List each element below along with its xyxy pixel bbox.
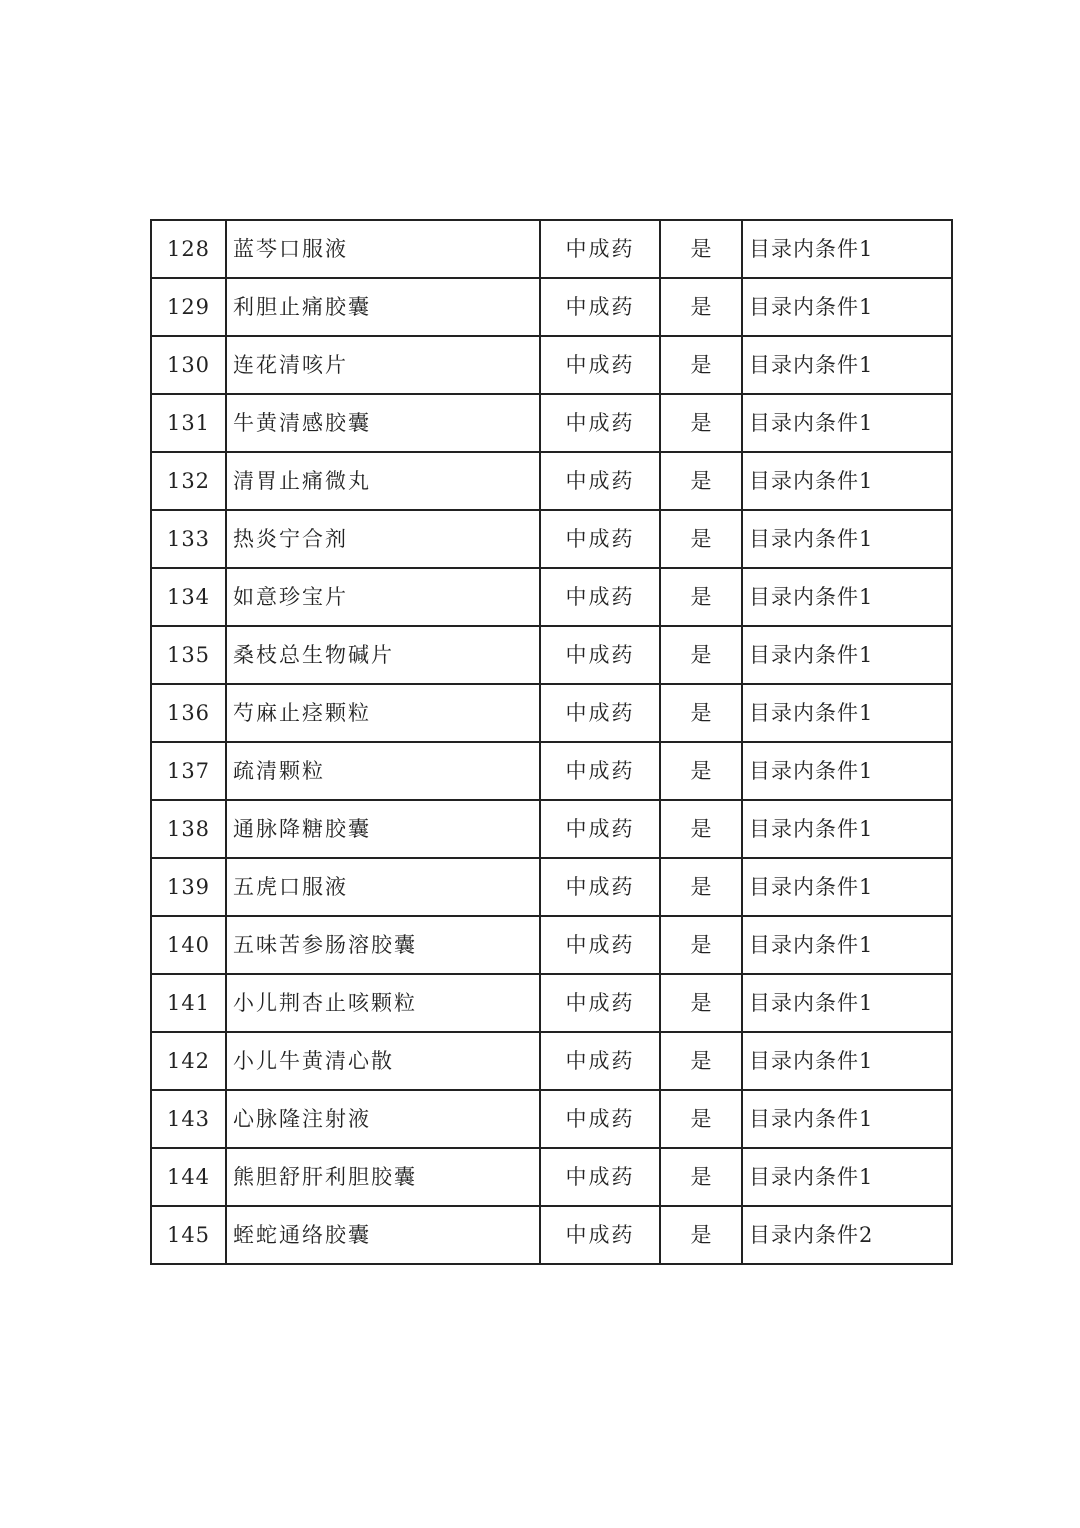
- drug-name: 五虎口服液: [226, 858, 540, 916]
- row-number: 143: [151, 1090, 226, 1148]
- table-row: [151, 626, 952, 684]
- drug-type: 中成药: [540, 626, 660, 684]
- drug-name: 牛黄清感胶囊: [226, 394, 540, 452]
- row-number: 145: [151, 1206, 226, 1264]
- drug-type: 中成药: [540, 742, 660, 800]
- drug-name: 小儿牛黄清心散: [226, 1032, 540, 1090]
- drug-list-body: [151, 220, 952, 1264]
- row-number: 132: [151, 452, 226, 510]
- row-number: 139: [151, 858, 226, 916]
- drug-type: 中成药: [540, 220, 660, 278]
- condition-cell: 目录内条件1: [742, 974, 952, 1032]
- row-number: 130: [151, 336, 226, 394]
- drug-name: 清胃止痛微丸: [226, 452, 540, 510]
- condition-cell: 目录内条件1: [742, 220, 952, 278]
- row-number: 136: [151, 684, 226, 742]
- table-row: [151, 278, 952, 336]
- row-number: 140: [151, 916, 226, 974]
- yes-flag: 是: [660, 626, 742, 684]
- drug-type: 中成药: [540, 568, 660, 626]
- drug-name: 通脉降糖胶囊: [226, 800, 540, 858]
- table-row: [151, 858, 952, 916]
- drug-list-table: [150, 219, 953, 1265]
- row-number: 128: [151, 220, 226, 278]
- table-row: [151, 568, 952, 626]
- drug-type: 中成药: [540, 510, 660, 568]
- drug-type: 中成药: [540, 974, 660, 1032]
- condition-cell: 目录内条件1: [742, 452, 952, 510]
- row-number: 137: [151, 742, 226, 800]
- drug-type: 中成药: [540, 916, 660, 974]
- condition-cell: 目录内条件1: [742, 684, 952, 742]
- drug-name: 如意珍宝片: [226, 568, 540, 626]
- condition-cell: 目录内条件1: [742, 800, 952, 858]
- table-row: [151, 974, 952, 1032]
- condition-cell: 目录内条件1: [742, 568, 952, 626]
- drug-name: 芍麻止痉颗粒: [226, 684, 540, 742]
- condition-cell: 目录内条件1: [742, 510, 952, 568]
- yes-flag: 是: [660, 510, 742, 568]
- row-number: 131: [151, 394, 226, 452]
- condition-cell: 目录内条件1: [742, 1032, 952, 1090]
- table-row: [151, 1032, 952, 1090]
- condition-cell: 目录内条件1: [742, 626, 952, 684]
- table-row: [151, 1206, 952, 1264]
- row-number: 144: [151, 1148, 226, 1206]
- yes-flag: 是: [660, 684, 742, 742]
- yes-flag: 是: [660, 336, 742, 394]
- yes-flag: 是: [660, 858, 742, 916]
- drug-name: 利胆止痛胶囊: [226, 278, 540, 336]
- row-number: 141: [151, 974, 226, 1032]
- yes-flag: 是: [660, 1148, 742, 1206]
- yes-flag: 是: [660, 220, 742, 278]
- drug-name: 连花清咳片: [226, 336, 540, 394]
- drug-type: 中成药: [540, 278, 660, 336]
- condition-cell: 目录内条件1: [742, 394, 952, 452]
- yes-flag: 是: [660, 452, 742, 510]
- drug-name: 小儿荆杏止咳颗粒: [226, 974, 540, 1032]
- drug-name: 热炎宁合剂: [226, 510, 540, 568]
- table-row: [151, 220, 952, 278]
- table-row: [151, 800, 952, 858]
- yes-flag: 是: [660, 394, 742, 452]
- drug-name: 五味苦参肠溶胶囊: [226, 916, 540, 974]
- drug-name: 熊胆舒肝利胆胶囊: [226, 1148, 540, 1206]
- yes-flag: 是: [660, 1032, 742, 1090]
- drug-name: 蓝芩口服液: [226, 220, 540, 278]
- yes-flag: 是: [660, 742, 742, 800]
- drug-name: 桑枝总生物碱片: [226, 626, 540, 684]
- drug-type: 中成药: [540, 394, 660, 452]
- yes-flag: 是: [660, 916, 742, 974]
- row-number: 135: [151, 626, 226, 684]
- condition-cell: 目录内条件1: [742, 336, 952, 394]
- drug-type: 中成药: [540, 1032, 660, 1090]
- table-row: [151, 336, 952, 394]
- row-number: 133: [151, 510, 226, 568]
- row-number: 142: [151, 1032, 226, 1090]
- table-row: [151, 742, 952, 800]
- condition-cell: 目录内条件1: [742, 278, 952, 336]
- row-number: 134: [151, 568, 226, 626]
- table-row: [151, 452, 952, 510]
- condition-cell: 目录内条件1: [742, 742, 952, 800]
- drug-name: 心脉隆注射液: [226, 1090, 540, 1148]
- row-number: 129: [151, 278, 226, 336]
- condition-cell: 目录内条件2: [742, 1206, 952, 1264]
- drug-type: 中成药: [540, 452, 660, 510]
- table-row: [151, 684, 952, 742]
- condition-cell: 目录内条件1: [742, 1090, 952, 1148]
- yes-flag: 是: [660, 1090, 742, 1148]
- row-number: 138: [151, 800, 226, 858]
- table-row: [151, 1090, 952, 1148]
- table-row: [151, 510, 952, 568]
- drug-type: 中成药: [540, 800, 660, 858]
- drug-type: 中成药: [540, 858, 660, 916]
- table-row: [151, 394, 952, 452]
- condition-cell: 目录内条件1: [742, 916, 952, 974]
- drug-type: 中成药: [540, 684, 660, 742]
- condition-cell: 目录内条件1: [742, 1148, 952, 1206]
- table-row: [151, 1148, 952, 1206]
- yes-flag: 是: [660, 568, 742, 626]
- yes-flag: 是: [660, 278, 742, 336]
- condition-cell: 目录内条件1: [742, 858, 952, 916]
- drug-name: 蛭蛇通络胶囊: [226, 1206, 540, 1264]
- table-row: [151, 916, 952, 974]
- drug-type: 中成药: [540, 336, 660, 394]
- drug-name: 疏清颗粒: [226, 742, 540, 800]
- yes-flag: 是: [660, 800, 742, 858]
- drug-type: 中成药: [540, 1090, 660, 1148]
- yes-flag: 是: [660, 1206, 742, 1264]
- yes-flag: 是: [660, 974, 742, 1032]
- drug-type: 中成药: [540, 1148, 660, 1206]
- drug-type: 中成药: [540, 1206, 660, 1264]
